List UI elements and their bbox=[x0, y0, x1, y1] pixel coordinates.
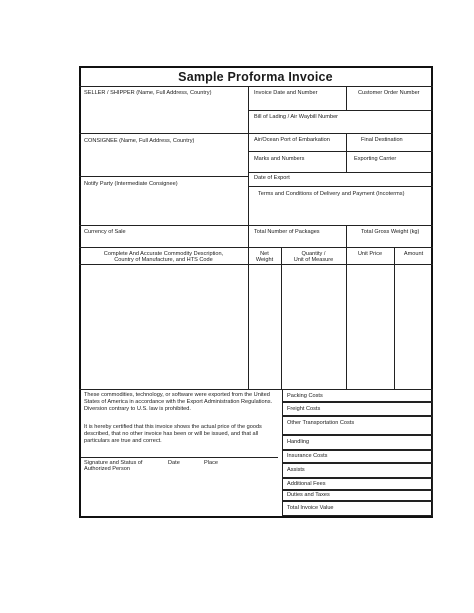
consignee-bottom-line bbox=[79, 176, 248, 177]
invoice-date-number-label: Invoice Date and Number bbox=[254, 90, 318, 96]
total-packages-label: Total Number of Packages bbox=[254, 229, 320, 235]
quantity-header-line2: Unit of Measure bbox=[293, 257, 334, 263]
cost-row bbox=[282, 463, 433, 478]
port-row-bottom bbox=[248, 151, 433, 152]
cost-row bbox=[282, 478, 433, 490]
cost-label: Freight Costs bbox=[287, 406, 321, 412]
consignee-label: CONSIGNEE (Name, Full Address, Country) bbox=[84, 138, 195, 144]
signature-place-label: Place bbox=[204, 460, 218, 466]
form-title: Sample Proforma Invoice bbox=[178, 70, 333, 84]
net-weight-header-line1: Net bbox=[260, 251, 269, 257]
terms-label: Terms and Conditions of Delivery and Payment (Incoterms) bbox=[258, 191, 405, 197]
unit-price-column-divider bbox=[394, 247, 395, 389]
description-header-line2: Country of Manufacture, and HTS Code bbox=[114, 257, 213, 263]
unit-price-header: Unit Price bbox=[357, 251, 383, 257]
description-column-divider bbox=[248, 247, 249, 389]
cost-label: Handling bbox=[287, 439, 310, 445]
certification-statement: It is hereby certified that this invoice shows the actual price of the goods described, that no other invoice has been or will be issued, and that all particulars are true and correct. bbox=[84, 424, 262, 444]
bill-of-lading-label: Bill of Lading / Air Waybill Number bbox=[254, 114, 339, 120]
cost-row bbox=[282, 402, 433, 416]
exporting-carrier-label: Exporting Carrier bbox=[354, 156, 397, 162]
currency-label: Currency of Sale bbox=[84, 229, 126, 235]
cost-row bbox=[282, 490, 433, 501]
cost-label: Insurance Costs bbox=[287, 453, 328, 459]
cost-label: Additional Fees bbox=[287, 481, 326, 487]
title-divider bbox=[79, 86, 433, 87]
port-of-embarkation-label: Air/Ocean Port of Embarkation bbox=[254, 137, 330, 143]
description-header-line1: Complete And Accurate Commodity Description, bbox=[103, 251, 224, 257]
notify-bottom-line bbox=[79, 225, 433, 226]
bol-row-bottom bbox=[248, 133, 433, 134]
order-number-divider bbox=[346, 86, 347, 110]
seller-bottom-line bbox=[79, 133, 248, 134]
amount-header: Amount bbox=[403, 251, 424, 257]
export-declaration: These commodities, technology, or software were exported from the United States of America in accordance with the Export Administration Regulations. Diversion contrary to U.S. law is prohibited. bbox=[84, 392, 273, 412]
export-date-row-bottom bbox=[248, 186, 433, 187]
quantity-column-divider bbox=[346, 247, 347, 389]
final-destination-label: Final Destination bbox=[361, 137, 403, 143]
customer-order-number-label: Customer Order Number bbox=[358, 90, 420, 96]
cost-row bbox=[282, 416, 433, 435]
gross-weight-divider bbox=[346, 225, 347, 247]
signature-line bbox=[81, 457, 278, 458]
quantity-header-line1: Quantity / bbox=[301, 251, 326, 257]
table-header-bottom bbox=[79, 264, 433, 265]
date-of-export-label: Date of Export bbox=[254, 175, 290, 181]
net-weight-header-line2: Weight bbox=[255, 257, 274, 263]
signature-label-line1: Signature and Status of bbox=[84, 460, 143, 466]
signature-label-line2: Authorized Person bbox=[84, 466, 131, 472]
cost-row bbox=[282, 450, 433, 463]
seller-label: SELLER / SHIPPER (Name, Full Address, Country) bbox=[84, 90, 212, 96]
signature-date-label: Date bbox=[168, 460, 180, 466]
cost-row-total bbox=[282, 501, 433, 516]
cost-label: Assists bbox=[287, 467, 305, 473]
marks-row-bottom bbox=[248, 172, 433, 173]
total-gross-weight-label: Total Gross Weight (kg) bbox=[361, 229, 420, 235]
marks-numbers-label: Marks and Numbers bbox=[254, 156, 305, 162]
cost-label: Total Invoice Value bbox=[287, 505, 334, 511]
currency-row-bottom bbox=[79, 247, 433, 248]
cost-row bbox=[282, 389, 433, 402]
net-weight-column-divider bbox=[281, 247, 282, 389]
notify-party-label: Notify Party (Intermediate Consignee) bbox=[84, 181, 178, 187]
cost-label: Packing Costs bbox=[287, 393, 323, 399]
destination-divider bbox=[346, 133, 347, 172]
cost-label: Duties and Taxes bbox=[287, 492, 330, 498]
cost-label: Other Transportation Costs bbox=[287, 420, 355, 426]
cost-row bbox=[282, 435, 433, 450]
invoice-row-bottom bbox=[248, 110, 433, 111]
